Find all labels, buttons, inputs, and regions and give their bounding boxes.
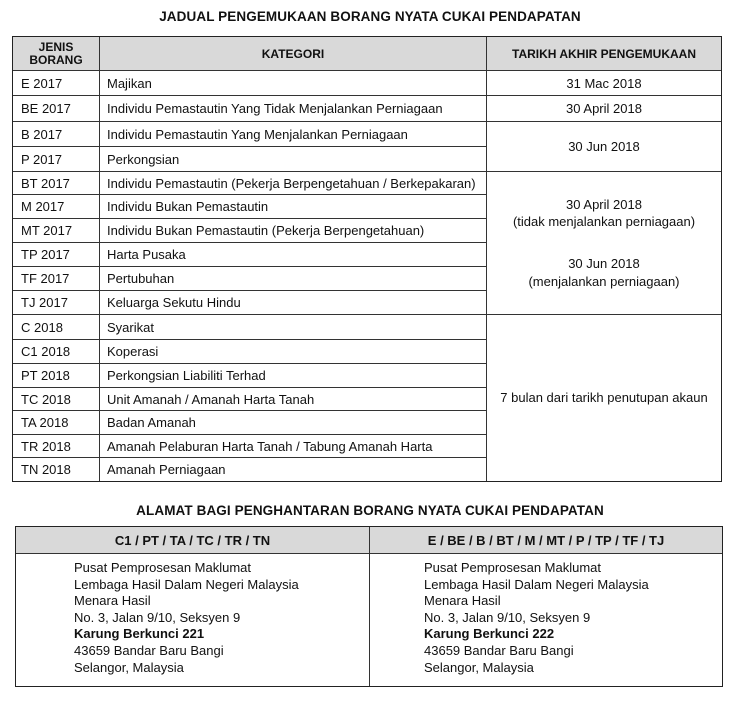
row-code: TN 2018 xyxy=(21,462,71,477)
address-line: Lembaga Hasil Dalam Negeri Malaysia xyxy=(74,576,299,592)
row-code: TJ 2017 xyxy=(21,295,68,310)
row-code: TF 2017 xyxy=(21,271,70,286)
address-line: Menara Hasil xyxy=(424,593,501,609)
address-left-header: C1 / PT / TA / TC / TR / TN xyxy=(16,527,369,553)
deadline-be: 30 April 2018 xyxy=(566,101,642,116)
row-category: Unit Amanah / Amanah Harta Tanah xyxy=(107,391,315,407)
schedule-title: JADUAL PENGEMUKAAN BORANG NYATA CUKAI PENDAPATAN xyxy=(159,9,581,24)
row-category: Pertubuhan xyxy=(107,271,175,286)
row-category: Individu Bukan Pemastautin xyxy=(107,199,269,214)
row-code: TC 2018 xyxy=(21,391,71,407)
deadline-group-line2: (tidak menjalankan perniagaan) xyxy=(512,214,696,229)
row-code: C1 2018 xyxy=(21,344,71,359)
address-line: 43659 Bandar Baru Bangi xyxy=(74,642,224,658)
deadline-group-line3: 30 Jun 2018 xyxy=(568,256,640,271)
row-category: Syarikat xyxy=(107,319,154,335)
row-code: TA 2018 xyxy=(21,415,69,430)
row-code: C 2018 xyxy=(21,319,63,335)
deadline-company: 7 bulan dari tarikh penutupan akaun xyxy=(500,390,708,405)
row-code: P 2017 xyxy=(21,151,62,167)
address-line: No. 3, Jalan 9/10, Seksyen 9 xyxy=(74,609,241,625)
header-category: KATEGORI xyxy=(261,46,325,61)
row-category: Individu Bukan Pemastautin (Pekerja Berpengetahuan) xyxy=(107,223,425,238)
address-line: Selangor, Malaysia xyxy=(74,659,184,675)
row-code: E 2017 xyxy=(21,75,63,91)
row-category: Individu Pemastautin Yang Menjalankan Perniagaan xyxy=(107,126,408,142)
row-code: PT 2018 xyxy=(21,368,70,383)
row-category: Perkongsian Liabiliti Terhad xyxy=(107,368,266,383)
row-code: TR 2018 xyxy=(21,438,71,454)
address-table xyxy=(15,526,723,687)
row-code: BE 2017 xyxy=(21,101,71,116)
row-category: Amanah Pelaburan Harta Tanah / Tabung Amanah Harta xyxy=(107,438,433,454)
address-line: Lembaga Hasil Dalam Negeri Malaysia xyxy=(424,576,649,592)
row-code: M 2017 xyxy=(21,199,65,214)
address-line: Pusat Pemprosesan Maklumat xyxy=(424,560,602,575)
row-category: Individu Pemastautin Yang Tidak Menjalankan Perniagaan xyxy=(107,101,443,116)
address-line: No. 3, Jalan 9/10, Seksyen 9 xyxy=(424,609,591,625)
row-category: Badan Amanah xyxy=(107,415,196,430)
address-line: 43659 Bandar Baru Bangi xyxy=(424,642,574,658)
deadline-group-line4: (menjalankan perniagaan) xyxy=(528,274,680,289)
row-category: Individu Pemastautin (Pekerja Berpengetahuan / Berkepakaran) xyxy=(107,175,476,191)
row-category: Majikan xyxy=(107,75,152,91)
column-divider xyxy=(369,527,370,686)
address-title: ALAMAT BAGI PENGHANTARAN BORANG NYATA CUKAI PENDAPATAN xyxy=(136,503,604,518)
row-category: Koperasi xyxy=(107,344,159,359)
row-category: Amanah Perniagaan xyxy=(107,462,226,477)
row-code: MT 2017 xyxy=(21,223,73,238)
schedule-table xyxy=(12,36,722,482)
row-category: Perkongsian xyxy=(107,151,180,167)
row-category: Keluarga Sekutu Hindu xyxy=(107,295,241,310)
deadline-b-p: 30 Jun 2018 xyxy=(568,139,640,154)
row-code: TP 2017 xyxy=(21,247,70,262)
address-line-bag: Karung Berkunci 221 xyxy=(74,626,205,642)
row-code: B 2017 xyxy=(21,126,63,142)
deadline-group-line1: 30 April 2018 xyxy=(566,197,642,212)
address-right-header: E / BE / B / BT / M / MT / P / TP / TF / TJ xyxy=(370,527,722,553)
row-code: BT 2017 xyxy=(21,175,70,191)
row-category: Harta Pusaka xyxy=(107,247,186,262)
header-deadline: TARIKH AKHIR PENGEMUKAAN xyxy=(512,46,696,61)
deadline-e: 31 Mac 2018 xyxy=(566,76,642,91)
address-right-body xyxy=(424,560,649,676)
address-line: Pusat Pemprosesan Maklumat xyxy=(74,560,252,575)
address-line: Menara Hasil xyxy=(74,593,151,609)
address-left-body xyxy=(74,560,299,676)
header-code: JENIS BORANG xyxy=(29,39,83,67)
address-line-bag: Karung Berkunci 222 xyxy=(424,626,555,642)
address-line: Selangor, Malaysia xyxy=(424,659,534,675)
